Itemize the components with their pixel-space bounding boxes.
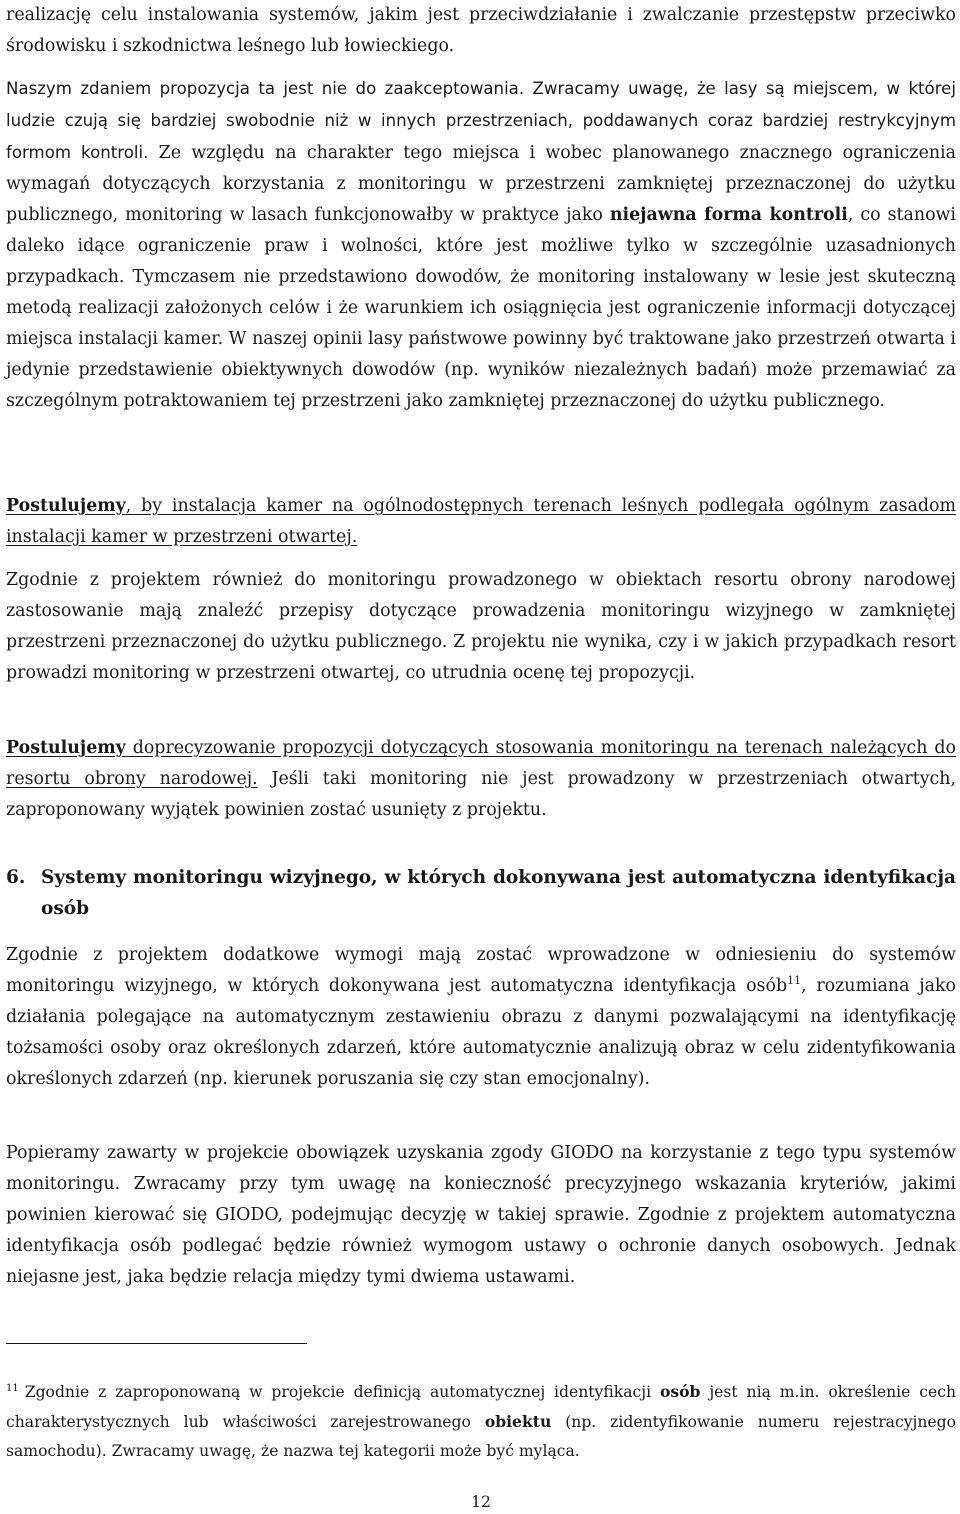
paragraph-text: doprecyzowanie propozycji dotyczących stosowania monitoringu na terenach należących do resortu obrony narodowej. bbox=[6, 738, 956, 789]
footnote-text: (np. zidentyfikowanie numeru rejestracyjnego samochodu). Zwracamy uwagę, że nazwa tej kategorii może być myląca. bbox=[6, 1413, 956, 1460]
paragraph-text: Zgodnie z projektem również do monitoringu prowadzonego w obiektach resortu obrony narodowej zastosowanie mają znaleźć przepisy dotyczące prowadzenia monitoringu wizyjnego w zamkniętej przestrzeni przeznaczonej do użytku publicznego. Z projektu nie wynika, czy i w jakich przypadkach resort prowadzi monitoring w przestrzeni otwartej, co utrudnia ocenę tej propozycji. bbox=[6, 570, 956, 683]
paragraph-defense-ministry bbox=[6, 565, 956, 689]
footnote-text: Zgodnie z zaproponowaną w projekcie definicją automatycznej identyfikacji bbox=[24, 1383, 660, 1401]
paragraph-text: Popieramy zawarty w projekcie obowiązek uzyskania zgody GIODO na korzystanie z tego typu systemów monitoringu. Zwracamy przy tym uwagę na konieczność precyzyjnego wskazania kryteriów, jakimi powinien kierować się GIODO, podejmując decyzję w takiej sprawie. Zgodnie z projektem automatyczna identyfikacja osób podlegać będzie również wymogom ustawy o ochronie danych osobowych. Jednak niejasne jest, jaka będzie relacja między tymi dwiema ustawami. bbox=[6, 1143, 956, 1287]
paragraph-text: , co stanowi daleko idące ograniczenie praw i wolności, które jest możliwe tylko w szczególnie uzasadnionych przypadkach. Tymczasem nie przedstawiono dowodów, że monitoring instalowany w lesie jest skuteczną metodą realizacji założonych celów i że warunkiem ich osiągnięcia jest ograniczenie informacji dotyczącej miejsca instalacji kamer. W naszej opinii lasy państwowe powinny być traktowane jako przestrzeń otwarta i jedynie przedstawienie obiektywnych dowodów (np. wyników niezależnych badań) może przemawiać za szczególnym potraktowaniem tej przestrzeni jako zamkniętej przeznaczonej do użytku publicznego. bbox=[6, 205, 956, 411]
footnote-bold: obiektu bbox=[484, 1412, 552, 1431]
paragraph-automatic-identification bbox=[6, 940, 956, 1095]
postulate-keyword: Postulujemy bbox=[6, 496, 126, 516]
paragraph-text: Ze względu na charakter tego miejsca i wobec planowanego znacznego ograniczenia wymagań dotyczących korzystania z monitoringu w przestrzeni zamkniętej przeznaczonej do użytku publicznego, monitoring w lasach funkcjonowałby w praktyce jako bbox=[6, 143, 956, 225]
paragraph-text: Zgodnie z projektem dodatkowe wymogi mają zostać wprowadzone w odniesieniu do systemów monitoringu wizyjnego, w których dokonywana jest automatyczna identyfikacja osób bbox=[6, 945, 956, 996]
paragraph-postulate-forest bbox=[6, 491, 956, 553]
footnote-text: jest nią m.in. określenie cech charakterystycznych lub właściwości zarejestrowanego bbox=[6, 1383, 956, 1431]
section-title: Systemy monitoringu wizyjnego, w których dokonywana jest automatyczna identyfikacja osób bbox=[41, 867, 956, 919]
paragraph-text: , by instalacja kamer na ogólnodostępnych terenach leśnych podlegała ogólnym zasadom instalacji kamer w przestrzeni otwartej. bbox=[6, 496, 956, 547]
postulate-underlined bbox=[6, 496, 956, 547]
paragraph-text: realizację celu instalowania systemów, jakim jest przeciwdziałanie i zwalczanie przestępstw przeciwko środowisku i szkodnictwa leśnego lub łowieckiego. bbox=[6, 5, 956, 56]
page-number: 12 bbox=[471, 1493, 491, 1511]
paragraph-text: Naszym zdaniem propozycja ta jest nie do zaakceptowania. Zwracamy uwagę, że lasy są miejscem, w której ludzie czują się bardziej swobodnie niż w innych przestrzeniach, poddawanych coraz bardziej restrykcyjnym formom kontroli. bbox=[6, 79, 956, 162]
paragraph-forest-purpose bbox=[6, 0, 956, 62]
footnote-reference[interactable]: 11 bbox=[787, 974, 802, 987]
section-number: 6. bbox=[6, 867, 26, 888]
bold-phrase: niejawna forma kontroli bbox=[609, 205, 848, 225]
footnote-marker: 11 bbox=[6, 1383, 19, 1394]
footnote-separator bbox=[6, 1343, 307, 1344]
paragraph-text: , rozumiana jako działania polegające na automatycznym zestawieniu obrazu z danymi pozwalającymi na identyfikację tożsamości osoby oraz określonych zdarzeń, które automatycznie analizują obraz w celu zidentyfikowania określonych zdarzeń (np. kierunek poruszania się czy stan emocjonalny). bbox=[6, 976, 956, 1089]
postulate-keyword: Postulujemy bbox=[6, 738, 126, 758]
footnote bbox=[6, 1377, 956, 1466]
paragraph-postulate-defense bbox=[6, 733, 956, 826]
paragraph-forest-monitoring bbox=[6, 73, 956, 417]
paragraph-text: Jeśli taki monitoring nie jest prowadzony w przestrzeniach otwartych, zaproponowany wyjątek powinien zostać usunięty z projektu. bbox=[6, 769, 956, 820]
paragraph-giodo-consent bbox=[6, 1138, 956, 1293]
section-heading bbox=[6, 862, 956, 924]
footnote-bold: osób bbox=[659, 1382, 701, 1401]
